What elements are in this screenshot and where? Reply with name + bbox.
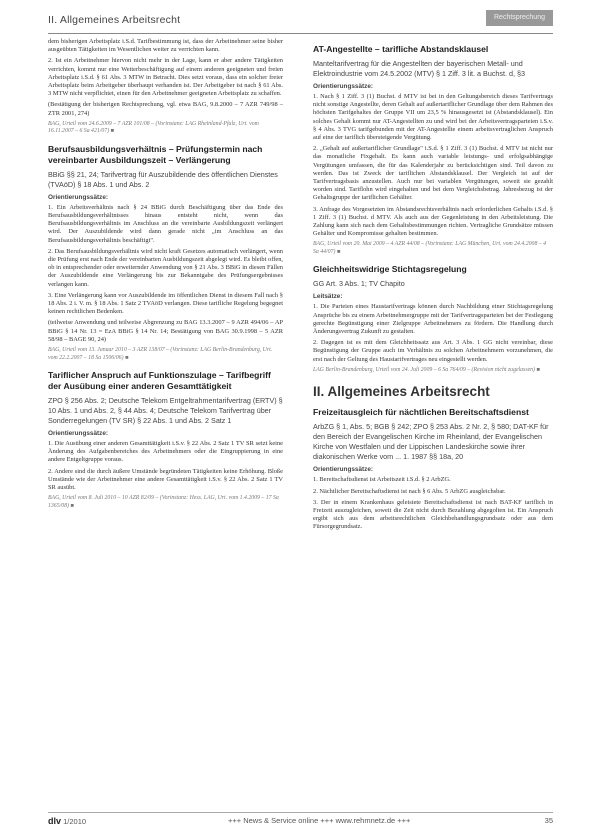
guideline-paragraph: 2. Dagegen ist es mit dem Gleichheitssatz aus Art. 3 Abs. 1 GG nicht vereinbar, diese Begünstigung der Gruppe auch im Verhältnis zu solchen Arbeitnehmern vorzunehmen, die erst nach der Geltung des Haustarifvertrages neu eingestellt werden. bbox=[313, 339, 553, 363]
guideline-paragraph: 1. Die Parteien eines Haustarifvertrags können durch Nachbildung einer Stichtagsregelung Ansprüche bis zu einem Arbeitnehmergruppe mit der Tarifvertragsparteien bei der Festlegung gerechte Begünstigung einer Zielgruppe Arbeitnehmers zu fördern. Die Handlung durch Änderungsvertrag Zukunft zu gestalten. bbox=[313, 303, 553, 336]
guideline-label: Orientierungssätze: bbox=[48, 193, 109, 201]
journal-issue bbox=[48, 816, 86, 826]
guideline-paragraph: 2. Nächtlicher Bereitschaftsdienst ist nach § 6 Abs. 5 ArbZG ausgleichsbar. bbox=[313, 487, 506, 495]
guideline-paragraph: 1. Ein Arbeitsverhältnis nach § 24 BBiG durch Beschäftigung über das Ende des Berufsausbildungsverhältnisses hinaus entsteht nicht, wenn das Berufsausbildungsverhältnis im Anschluss an die vereinbarte Ausbildungszeit verlängert wird. Der Auszubildende wird dann gerade nicht „im Anschluss an das Berufsausbildungsverhältnis beschäftigt". bbox=[48, 203, 283, 244]
case-heading: Freizeitausgleich für nächtlichen Bereitschaftsdienst bbox=[313, 407, 529, 418]
guideline-paragraph: 2. Das Berufsausbildungsverhältnis wird nicht kraft Gesetzes automatisch verlängert, wenn die Prüfung erst nach Ende der vereinbarten Ausbildungszeit abgelegt wird. Es bleibt offen, ob in entsprechender oder erweiternder Anwendung von § 21 Abs. 3 BBiG in diesen Fällen der Auszubildende eine Verlängerung bis zur Bekanntgabe des Prüfungsergebnisses verlangen kann. bbox=[48, 247, 283, 288]
norm-references: ArbZG § 1, Abs. 5; BGB § 242; ZPO § 253 Abs. 2 Nr. 2, § 580; DAT-KF für den Bereich der Evangelischen Kirche im Rheinland, der Evangelischen Kirche von Westfalen und der Lippischen Landeskirche sowie ihrer diakonischen Werke vom ... 1. 1987 §§ 18a, 20 bbox=[313, 422, 549, 462]
case-heading: Tariflicher Anspruch auf Funktionszulage – Tarifbegriff der Ausübung einer anderen Gesamttätigkeit bbox=[48, 370, 271, 392]
case-heading: Gleichheitswidrige Stichtagsregelung bbox=[313, 264, 467, 275]
guideline-paragraph: 3. Anfrage des Vorgesetzten im Abstandsrechtsverhältnis nach erforderlichen Gehalts i.S.d. § 1 Ziff. 3 (1) Buchst. d MTV. Als auch aus der Gegenleistung in den Arbeitsleistung. Die Zahlung kann sich nach dem Gehaltsbestimmungen richten. Vertragliche Grundsätze müssen Gehälter und Kompromisse gehalten bestimmen. bbox=[313, 205, 553, 238]
guideline-paragraph: 3. Eine Verlängerung kann vor Auszubildende im öffentlichen Dienst in diesem Fall nach § 18 Abs. 2 i. V. m. § 18 Abs. 1 Satz 2 TVAöD verlangen. Diese tarifliche Regelung begegnet keinen rechtlichen Bedenken. bbox=[48, 291, 283, 316]
right-column bbox=[313, 44, 553, 535]
case-citation: BAG, Urteil vom 24.6.2009 – 7 AZR 101/08 – (Vorinstanz: LAG Rheinland-Pfalz, Urt. vom 16.11.2007 – 6 Sa 421/07) ■ bbox=[48, 120, 259, 135]
running-head-title: II. Allgemeines Arbeitsrecht bbox=[48, 14, 181, 26]
page-footer bbox=[48, 816, 553, 832]
guideline-paragraph: 1. Bereitschaftsdienst ist Arbeitszeit i.S.d. § 2 ArbZG. bbox=[313, 476, 451, 484]
case-heading: AT-Angestellte – tarifliche Abstandsklausel bbox=[313, 44, 489, 54]
guideline-paragraph: 2. „Gehalt auf außertariflicher Grundlage" i.S.d. § 1 Ziff. 3 (1) Buchst. d MTV ist nicht nur das monatliche Fixgehalt. Es kann auch variable leistungs- und erfolgsabhängige Vergütungen umfassen, die für das Kalenderjahr zu berücksichtigen sind. Teil davon zu werden. Das ist Zweck der tariflichen Abstandsklausel. Der Vergleich ist auf der Tarifvertragsbasis anzustellen. Auch nur bei variablen Vergütungen, soweit sie gezahlt worden sind. Tariflohn wird eingehalten und bei dem Vergleichsbetrag. Jahresbezug ist der Gehaltsgruppe der tariflichen Gehälter. bbox=[313, 145, 553, 202]
guideline-paragraph: 1. Nach § 1 Ziff. 3 (1) Buchst. d MTV ist bei in den Geltungsbereich dieses Tarifvertrags nicht sonstige Angestellte, deren Gehalt auf außertariflicher Grundlage über dem Rahmen des höchsten Tarifgehaltes der Gruppe VII um 23,5 % hinausgesetzt ist (Abstandsklausel). Ein solches Gehalt kommt nur AT-Angestellten zu und wird bei der Arbeitsvertragsparteien i.S.v. § 4 Abs. 3 TVG tarifgebunden mit der AT-Angestellte einem arbeitsvertraglichen Anspruch auf eine der tariflich übersteigende Vergütung. bbox=[313, 93, 553, 142]
header-rule bbox=[48, 33, 553, 34]
guideline-label: Orientierungssätze: bbox=[313, 83, 374, 90]
section-tag: Rechtsprechung bbox=[486, 10, 553, 26]
footer-rule bbox=[48, 812, 553, 813]
guideline-label: Orientierungssätze: bbox=[313, 466, 374, 474]
case-citation: BAG, Urteil vom 8. Juli 2010 – 10 AZR 82/09 – (Vorinstanz: Hess. LAG, Urt. vom 1.4.2009 – 17 Sa 1365/08) ■ bbox=[48, 495, 279, 509]
norm-references: GG Art. 3 Abs. 1; TV Chapito bbox=[313, 279, 405, 289]
journal-name: dlv bbox=[48, 816, 62, 826]
intro-paragraph: (Bestätigung der bisherigen Rechtsprechung, vgl. etwa BAG, 9.8.2000 – 7 AZR 749/98 – ZTR 2001, 274) bbox=[48, 101, 283, 117]
guideline-paragraph: 1. Die Ausübung einer anderen Gesamttätigkeit i.S.v. § 22 Abs. 2 Satz 1 TV SR setzt keine Änderung des Aufgabenbereiches des Arbeitnehmers oder die Eingruppierung in eine andere Entgeltgruppe voraus. bbox=[48, 440, 283, 464]
guideline-label: Leitsätze: bbox=[313, 293, 343, 301]
left-column bbox=[48, 38, 283, 516]
guideline-paragraph: 2. Andere sind die durch äußere Umstände begründeten Tätigkeiten keine Erhöhung. Bloße Umstände wie der Arbeitnehmer eine andere Gesamttätigkeit i.S.v. § 22 Abs. 2 Satz 1 TV SR ausübt. bbox=[48, 467, 283, 492]
case-citation: BAG, Urteil vom 13. Januar 2010 – 3 AZR 138/07 – (Vorinstanz: LAG Berlin-Brandenburg, Urt. vom 22.2.2007 – 18 Sa 1506/06) ■ bbox=[48, 347, 273, 361]
guideline-label: Orientierungssätze: bbox=[48, 430, 109, 438]
section-heading: II. Allgemeines Arbeitsrecht bbox=[313, 384, 490, 400]
guideline-paragraph: (teilweise Anwendung und teilweise Abgrenzung zu BAG 13.3.2007 – 9 AZR 494/06 – AP BBiG § 14 Nr. 13 = EzA BBiG § 14 Nr. 14; Bestätigung von BAG 30.9.1998 – 5 AZR 58/98 – BAGE 90, 24) bbox=[48, 319, 283, 343]
case-citation: BAG, Urteil vom 20. Mai 2009 – 4 AZR 44/08 – (Vorinstanz: LAG München, Urt. vom 24.4.2008 – 4 Sa 44/07) ■ bbox=[313, 241, 547, 255]
guideline-paragraph: 3. Der in einem Krankenhaus geleistete Bereitschaftsdienst ist nach BAT-KF tariflich in Freizeit auszugleichen, soweit die Zeit nicht durch Bezahlung abgegolten ist. Ein Anspruch ergibt sich aus dem arbeitsrechtlichen Gleichbehandlungsgrundsatz oder aus dem Fürsorgegrundsatz. bbox=[313, 498, 553, 531]
intro-paragraph: 2. Ist ein Arbeitnehmer hiervon nicht mehr in der Lage, kann er aber andere Tätigkeiten verrichten, kommt nur eine Weiterbeschäftigung auf einem anderen geeigneten und freien Arbeitsplatz i.S.d. § 61 Abs. 3 MTW in Betracht. Dies setzt voraus, dass ein solcher freier Arbeitsplatz beim Arbeitgeber überhaupt verhanden ist. Der Arbeitgeber ist nach § 61 Abs. 3 MTW nicht verpflichtet, einen für den Arbeitnehmer geeigneten Arbeitsplatz zu schaffen. bbox=[48, 57, 283, 98]
case-heading: Berufsausbildungsverhältnis – Prüfungstermin nach vereinbarter Ausbildungszeit – Verlängerung bbox=[48, 143, 263, 165]
intro-paragraph: dem bisherigen Arbeitsplatz i.S.d. Tarifbestimmung ist, dass der Arbeitnehmer seine bisher ausgeübten Tätigkeiten im Wesentlichen weiter zu verrichten kann. bbox=[48, 38, 283, 54]
case-citation: LAG Berlin-Brandenburg, Urteil vom 24. Juli 2009 – 6 Sa 764/09 – (Revision nicht zugelassen) ■ bbox=[313, 366, 540, 373]
page-number: 35 bbox=[544, 816, 553, 825]
issue-number: 1/2010 bbox=[63, 817, 87, 826]
norm-references: BBiG §§ 21, 24; Tarifvertrag für Auszubildende des öffentlichen Dienstes (TVAöD) § 18 Abs. 1 und Abs. 2 bbox=[48, 169, 278, 189]
norm-references: Manteltarifvertrag für die Angestellten der bayerischen Metall- und Elektroindustrie vom 24.5.2002 (MTV) § 1 Ziff. 3 lit. a Buchst. d, §3 bbox=[313, 59, 525, 78]
website-link[interactable]: +++ News & Service online +++ www.rehmnetz.de +++ bbox=[228, 816, 411, 825]
norm-references: ZPO § 256 Abs. 2; Deutsche Telekom Entgeltrahmentarifvertrag (ERTV) § 10 Abs. 1 und Abs. 2, § 44 Abs. 4; Deutsche Telekom Tarifvertrag über Sonderregelungen (TV SR) § 22 Abs. 1 und Abs. 2 Satz 1 bbox=[48, 396, 283, 426]
